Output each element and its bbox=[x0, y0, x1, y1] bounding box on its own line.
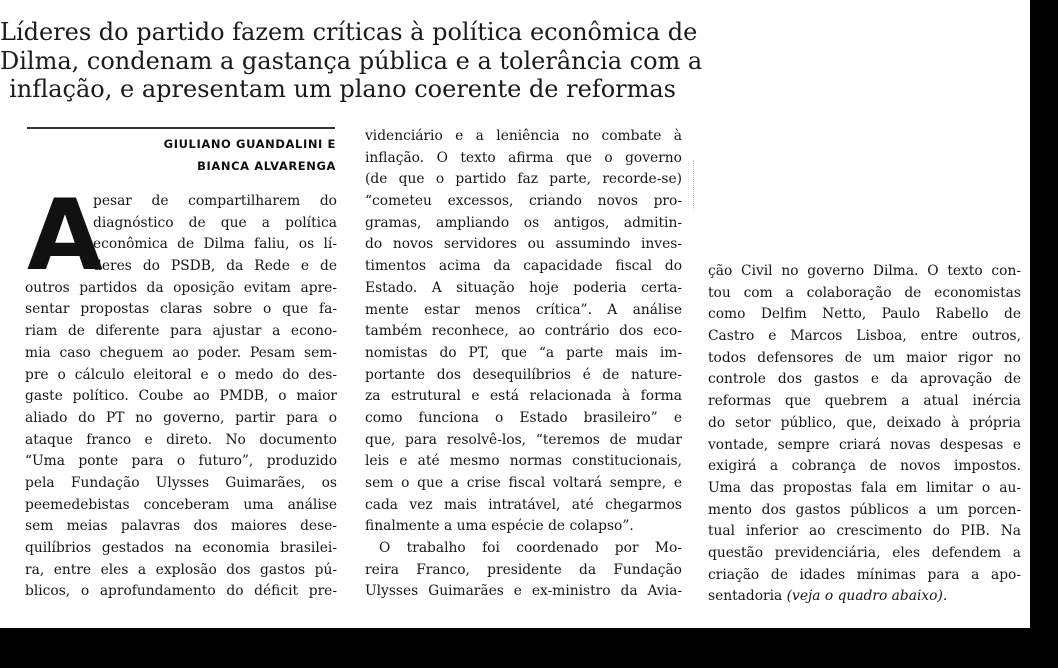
text-line: cada vez mais intratável, até chegarmos bbox=[365, 496, 682, 513]
text-line: todos defensores de um maior rigor no bbox=[708, 349, 1021, 366]
text-line: za estrutural e está relacionada à forma bbox=[365, 388, 682, 405]
cross-reference: (veja o quadro abaixo). bbox=[786, 588, 948, 605]
text-line: mia caso cheguem ao poder. Pesam sem- bbox=[25, 344, 337, 361]
text-line: questão previdenciária, eles defendem a bbox=[708, 544, 1021, 561]
column-3 bbox=[708, 261, 1021, 608]
byline-author: BIANCA ALVARENGA bbox=[197, 159, 336, 173]
text-line: ção Civil no governo Dilma. O texto con- bbox=[708, 263, 1021, 279]
text-line: como Delfim Netto, Paulo Rabello de bbox=[708, 306, 1021, 323]
text-line: econômica de Dilma faliu, os lí- bbox=[93, 236, 337, 253]
text-line: ataque franco e direto. No documento bbox=[25, 431, 337, 448]
deck-line: Dilma, condenam a gastança pública e a tolerância com a bbox=[0, 46, 703, 75]
text-line: blicos, o aprofundamento do déficit pre- bbox=[25, 583, 337, 600]
text-line bbox=[708, 586, 1021, 608]
text-line: Castro e Marcos Lisboa, entre outros, bbox=[708, 328, 1021, 345]
text-run: sentadoria bbox=[708, 588, 783, 605]
column-2 bbox=[365, 126, 682, 603]
text-line: videnciário e a leniência no combate à bbox=[365, 128, 682, 144]
text-line: timentos acima da capacidade fiscal do bbox=[365, 258, 682, 275]
text-line: inflação. O texto afirma que o governo bbox=[365, 149, 682, 166]
text-line: reira Franco, presidente da Fundação bbox=[365, 561, 682, 578]
text-line: mente estar menos crítica”. A análise bbox=[365, 301, 682, 318]
article-deck bbox=[0, 18, 703, 104]
text-line: O trabalho foi coordenado por Mo- bbox=[379, 540, 682, 557]
text-line: do novos servidores ou assumindo inves- bbox=[365, 236, 682, 253]
text-line: como funciona o Estado brasileiro” e bbox=[365, 409, 682, 426]
text-line: sem o que a crise fiscal voltará sempre, e bbox=[365, 475, 682, 491]
text-line: gaste político. Coube ao PMDB, o maior bbox=[25, 388, 337, 405]
text-line: criação de idades mínimas para a apo- bbox=[708, 566, 1021, 583]
text-line: quilíbrios gestados na economia brasilei- bbox=[25, 540, 337, 556]
scan-border-right bbox=[1030, 0, 1058, 668]
text-line: do setor público, que, deixado à própria bbox=[708, 414, 1021, 431]
text-line: pela Fundação Ulysses Guimarães, os bbox=[25, 474, 337, 491]
text-line: leis e até mesmo normas constitucionais, bbox=[365, 453, 682, 470]
text-line: pesar de compartilharem do bbox=[93, 193, 337, 209]
text-line: nomistas do PT, que “a parte mais im- bbox=[365, 344, 682, 361]
text-line: tou com a colaboração de economistas bbox=[708, 284, 1021, 301]
byline-author: GIULIANO GUANDALINI E bbox=[163, 137, 336, 151]
text-line: sem meias palavras dos maiores dese- bbox=[25, 518, 337, 535]
drop-cap: A bbox=[27, 179, 103, 293]
text-line: tual inferior ao crescimento do PIB. Na bbox=[708, 523, 1021, 540]
text-line: gramas, ampliando os antigos, admitin- bbox=[365, 214, 682, 231]
text-line: mento dos gastos públicos a um porcen- bbox=[708, 501, 1021, 518]
text-line: vontade, sempre criará novas despesas e bbox=[708, 436, 1021, 453]
text-line: deres do PSDB, da Rede e de bbox=[93, 258, 337, 275]
text-line: também reconhece, ao contrário dos eco- bbox=[365, 323, 682, 340]
text-line: “Uma ponte para o futuro”, produzido bbox=[25, 453, 337, 470]
text-line: sentar propostas claras sobre o que fa- bbox=[25, 301, 337, 318]
text-line: Ulysses Guimarães e ex-ministro da Avia- bbox=[365, 583, 682, 600]
text-line: portante dos desequilíbrios é de nature- bbox=[365, 366, 682, 383]
column-1 bbox=[25, 179, 337, 603]
text-line: reformas que quebrem a atual inércia bbox=[708, 393, 1021, 410]
text-line: Estado. A situação hoje poderia certa- bbox=[365, 279, 682, 296]
text-line: outros partidos da oposição evitam apre- bbox=[25, 279, 337, 296]
text-line: que, para resolvê-los, “teremos de mudar bbox=[365, 431, 682, 448]
text-line: diagnóstico de que a política bbox=[93, 214, 337, 231]
text-line: “cometeu excessos, criando novos pro- bbox=[365, 193, 682, 210]
text-line: (de que o partido faz parte, recorde-se) bbox=[365, 171, 682, 188]
deck-line: inflação, e apresentam um plano coerente de reformas bbox=[9, 75, 676, 103]
text-line: exigirá a cobrança de novos impostos. bbox=[708, 458, 1021, 475]
text-line: aliado do PT no governo, partir para o bbox=[25, 409, 337, 426]
text-line: peemedebistas conceberam uma análise bbox=[25, 496, 337, 513]
text-line: controle dos gastos e da aprovação de bbox=[708, 371, 1021, 388]
text-line: finalmente a uma espécie de colapso”. bbox=[365, 518, 634, 535]
text-line: pre o cálculo eleitoral e o medo do des- bbox=[25, 366, 337, 383]
column-divider bbox=[693, 160, 695, 210]
scan-border-bottom bbox=[0, 628, 1058, 668]
text-line: riam de diferente para ajustar a econo- bbox=[25, 323, 337, 340]
text-line: ra, entre eles a explosão dos gastos pú- bbox=[25, 561, 337, 578]
byline bbox=[120, 133, 336, 177]
text-line: Uma das propostas fala em limitar o au- bbox=[708, 479, 1021, 496]
deck-line: Líderes do partido fazem críticas à política econômica de bbox=[0, 18, 698, 46]
byline-rule bbox=[27, 127, 335, 129]
